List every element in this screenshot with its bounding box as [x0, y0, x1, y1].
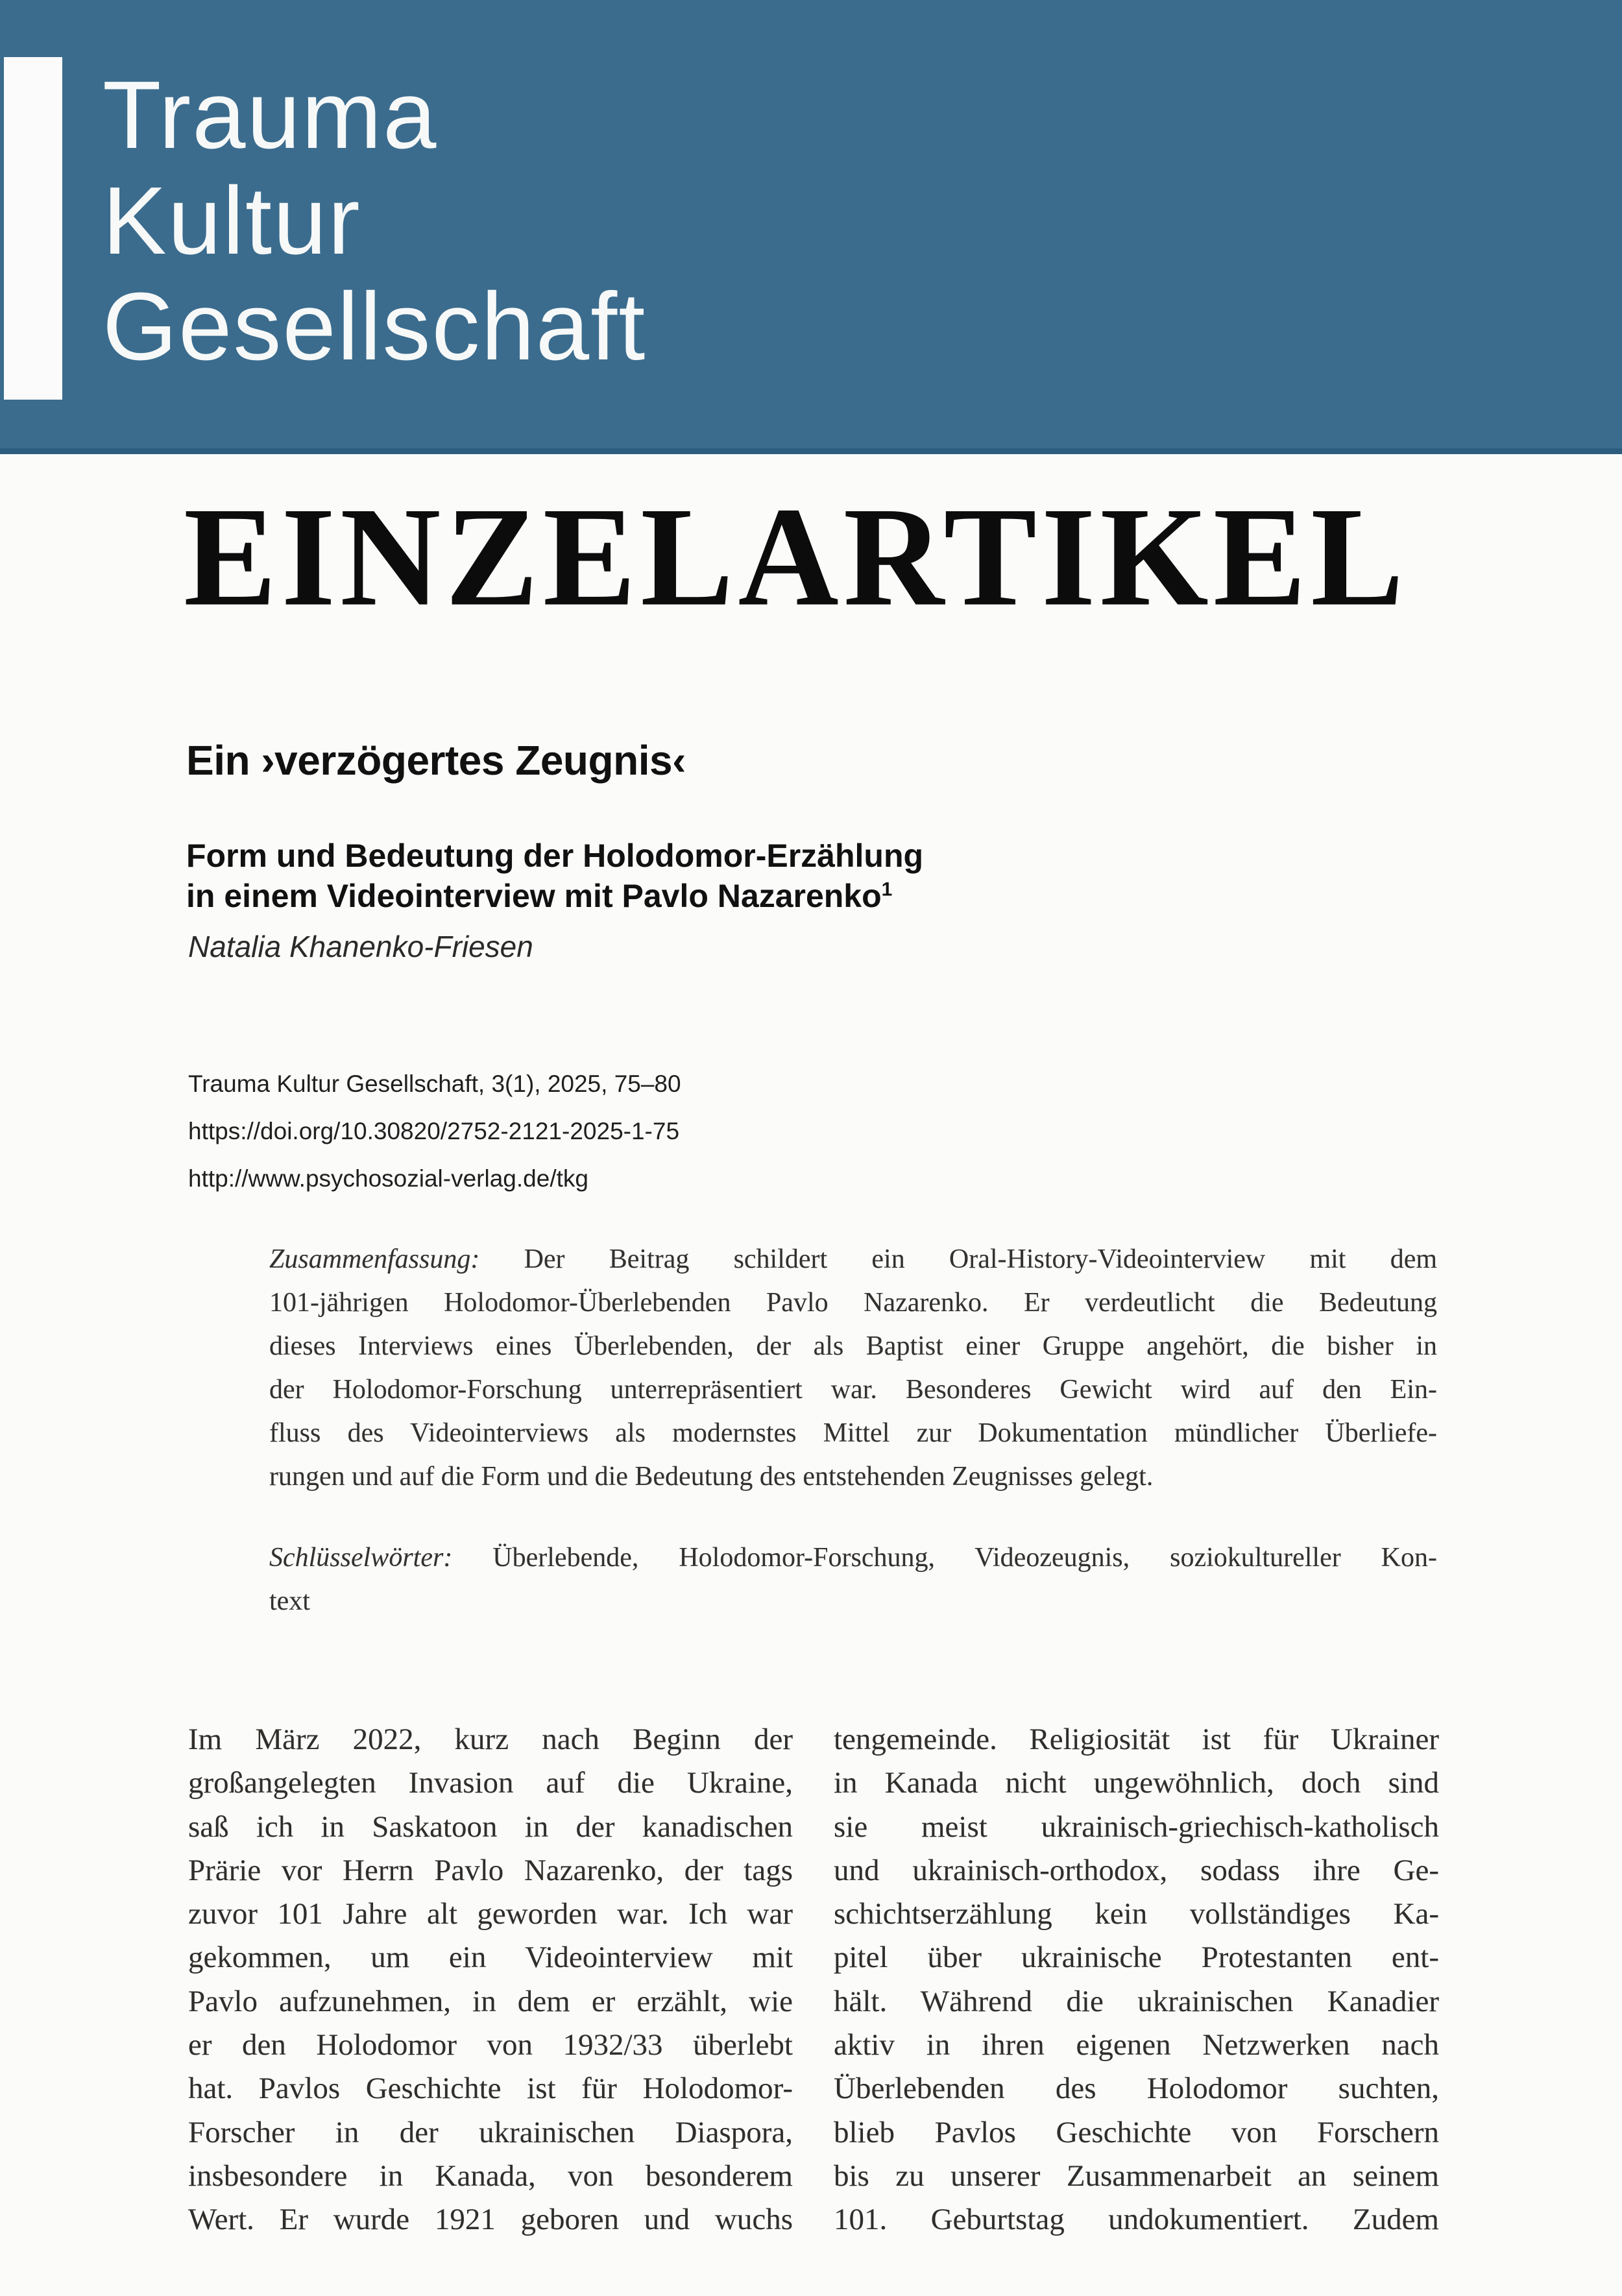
text-line: Schlüsselwörter: Überlebende, Holodomor-Forschung, Videozeugnis, soziokultureller Kon-: [269, 1543, 1437, 1573]
article-author: Natalia Khanenko-Friesen: [188, 930, 533, 963]
text-line: fluss des Videointerviews als modernstes Mittel zur Dokumentation mündlicher Überliefe-: [269, 1418, 1437, 1448]
text-line: hält. Während die ukrainischen Kanadier: [834, 1984, 1439, 2018]
text-line: Forscher in der ukrainischen Diaspora,: [188, 2115, 793, 2149]
text-line: rungen und auf die Form und die Bedeutung des entstehenden Zeugnisses gelegt.: [269, 1462, 1154, 1492]
text-line: Wert. Er wurde 1921 geboren und wuchs: [188, 2203, 793, 2237]
text-line: dieses Interviews eines Überlebenden, der als Baptist einer Gruppe angehört, die bisher in: [269, 1331, 1437, 1361]
text-line: Prärie vor Herrn Pavlo Nazarenko, der tags: [188, 1853, 793, 1887]
text-line: Im März 2022, kurz nach Beginn der: [188, 1722, 793, 1756]
abstract-paragraph: [269, 1238, 1437, 1499]
text-line: in einem Videointerview mit Pavlo Nazarenko$^1$: [186, 877, 893, 914]
text-line: zuvor 101 Jahre alt geworden war. Ich war: [188, 1897, 793, 1931]
banner-white-bar: [4, 57, 62, 400]
text-line: aktiv in ihren eigenen Netzwerken nach: [834, 2028, 1439, 2062]
text-line: Trauma: [103, 62, 438, 169]
journal-logo-title: [103, 62, 646, 380]
article-title: Ein ›verzögertes Zeugnis‹: [186, 736, 686, 784]
journal-banner: [0, 0, 1622, 454]
body-column-right: [834, 1718, 1439, 2242]
text-line: schichtserzählung kein vollständiges Ka-: [834, 1897, 1439, 1931]
citation-url-link[interactable]: http://www.psychosozial-verlag.de/tkg: [188, 1165, 588, 1192]
text-line: bis zu unserer Zusammenarbeit an seinem: [834, 2158, 1439, 2193]
text-line: großangelegten Invasion auf die Ukraine,: [188, 1766, 793, 1800]
text-line: insbesondere in Kanada, von besonderem: [188, 2158, 793, 2193]
text-line: tengemeinde. Religiosität ist für Ukrainer: [834, 1722, 1439, 1756]
text-line: Form und Bedeutung der Holodomor-Erzählung: [186, 837, 924, 874]
text-line: saß ich in Saskatoon in der kanadischen: [188, 1809, 793, 1844]
text-line: Zusammenfassung: Der Beitrag schildert ein Oral-History-Videointerview mit dem: [269, 1244, 1437, 1274]
text-line: Gesellschaft: [103, 273, 647, 380]
text-line: text: [269, 1586, 310, 1616]
keywords-paragraph: [269, 1536, 1437, 1623]
article-subtitle: [186, 836, 923, 916]
text-line: in Kanada nicht ungewöhnlich, doch sind: [834, 1766, 1439, 1800]
text-line: 101-jährigen Holodomor-Überlebenden Pavlo Nazarenko. Er verdeutlicht die Bedeutung: [269, 1288, 1437, 1318]
text-line: gekommen, um ein Videointerview mit: [188, 1940, 793, 1975]
text-line: und ukrainisch-orthodox, sodass ihre Ge-: [834, 1853, 1439, 1887]
text-line: Überlebenden des Holodomor suchten,: [834, 2072, 1439, 2106]
text-line: Pavlo aufzunehmen, in dem er erzählt, wie: [188, 1984, 793, 2018]
body-column-left: [188, 1718, 793, 2242]
text-line: pitel über ukrainische Protestanten ent-: [834, 1940, 1439, 1975]
text-line: Kultur: [103, 167, 361, 274]
text-line: sie meist ukrainisch-griechisch-katholisch: [834, 1809, 1439, 1844]
text-line: hat. Pavlos Geschichte ist für Holodomor-: [188, 2072, 793, 2106]
text-line: der Holodomor-Forschung unterrepräsentiert war. Besonderes Gewicht wird auf den Ein-: [269, 1375, 1437, 1405]
citation-doi-link[interactable]: https://doi.org/10.30820/2752-2121-2025-1-75: [188, 1118, 680, 1144]
text-line: 101. Geburtstag undokumentiert. Zudem: [834, 2203, 1439, 2237]
text-line: blieb Pavlos Geschichte von Forschern: [834, 2115, 1439, 2149]
citation-journal-line: Trauma Kultur Gesellschaft, 3(1), 2025, 75–80: [188, 1070, 681, 1097]
rubric-heading: EINZELARTIKEL: [184, 477, 1409, 636]
citation-block: [188, 1060, 681, 1202]
text-line: er den Holodomor von 1932/33 überlebt: [188, 2028, 793, 2062]
